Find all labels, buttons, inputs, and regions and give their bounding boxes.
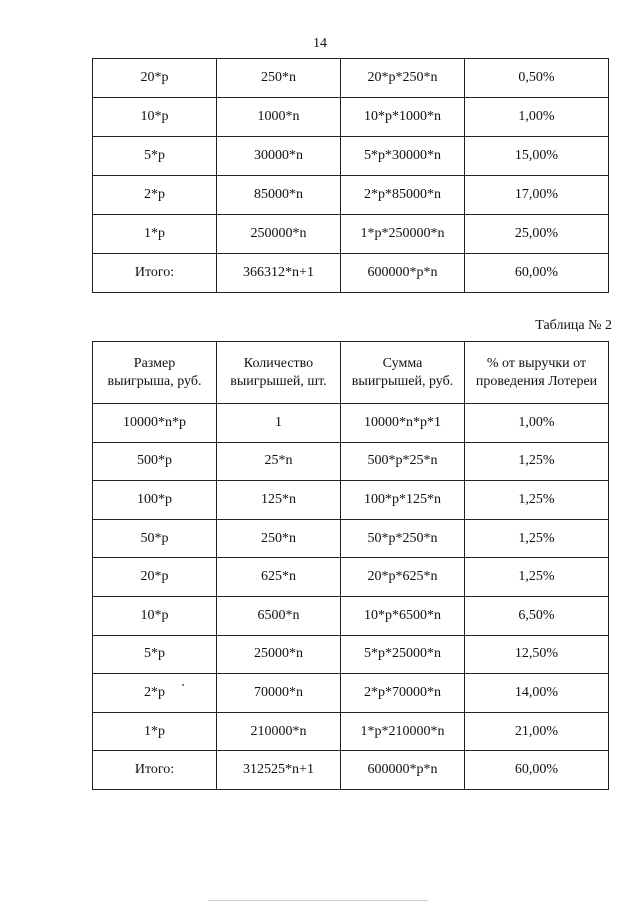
table-cell: Итого: [93, 254, 217, 293]
table-row [93, 176, 609, 215]
scan-speck [182, 684, 184, 686]
table-cell: 250*n [217, 519, 341, 558]
table-cell: 210000*n [217, 712, 341, 751]
table-cell: 50*p*250*n [341, 519, 465, 558]
table-cell: 366312*n+1 [217, 254, 341, 293]
table-cell: 60,00% [465, 751, 609, 790]
table-row [93, 558, 609, 597]
table-caption: Таблица № 2 [535, 318, 612, 333]
table-cell: 625*n [217, 558, 341, 597]
header-cell-prize-sum [341, 342, 465, 404]
table-cell: 1,25% [465, 481, 609, 520]
table-row [93, 404, 609, 443]
table-row [93, 751, 609, 790]
table-cell: 1,00% [465, 404, 609, 443]
table-cell: 2*p [93, 176, 217, 215]
table-cell: 2*p*85000*n [341, 176, 465, 215]
table-cell: 250*n [217, 59, 341, 98]
table-cell: 17,00% [465, 176, 609, 215]
table-cell: 6500*n [217, 596, 341, 635]
prize-table-continued-body [93, 59, 609, 293]
header-line: Сумма [382, 355, 423, 371]
table-cell: 60,00% [465, 254, 609, 293]
table-cell: 500*p*25*n [341, 442, 465, 481]
table-row [93, 674, 609, 713]
table-cell: 25,00% [465, 215, 609, 254]
table-cell: 1,25% [465, 519, 609, 558]
header-line: выигрыша, руб. [107, 373, 202, 389]
table-row [93, 98, 609, 137]
header-line: Количество [243, 355, 314, 371]
header-cell-revenue-percent [465, 342, 609, 404]
table-cell: 600000*p*n [341, 254, 465, 293]
prize-table-continued [92, 58, 609, 293]
table-cell: 600000*p*n [341, 751, 465, 790]
header-cell-prize-count [217, 342, 341, 404]
table-cell: 1,25% [465, 442, 609, 481]
table-cell: 21,00% [465, 712, 609, 751]
table-cell: 1*p [93, 215, 217, 254]
table-row [93, 59, 609, 98]
table-row [93, 215, 609, 254]
table-cell: 20*p [93, 59, 217, 98]
table-cell: Итого: [93, 751, 217, 790]
table-cell: 30000*n [217, 137, 341, 176]
table-row [93, 596, 609, 635]
header-line: % от выручки от [486, 355, 587, 371]
table-cell: 1*p*210000*n [341, 712, 465, 751]
table-cell: 5*p [93, 635, 217, 674]
table-cell: 10*p [93, 98, 217, 137]
table-cell: 15,00% [465, 137, 609, 176]
table-row [93, 481, 609, 520]
table-cell: 25000*n [217, 635, 341, 674]
table-row [93, 635, 609, 674]
table-cell: 50*p [93, 519, 217, 558]
page-number: 14 [313, 36, 327, 51]
table-cell: 2*p*70000*n [341, 674, 465, 713]
table-row [93, 137, 609, 176]
table-cell: 1,25% [465, 558, 609, 597]
table-cell: 5*p*30000*n [341, 137, 465, 176]
table-cell: 1000*n [217, 98, 341, 137]
table-cell: 10000*n*p [93, 404, 217, 443]
table-cell: 312525*n+1 [217, 751, 341, 790]
table-cell: 85000*n [217, 176, 341, 215]
table-row [93, 254, 609, 293]
header-line: Размер [133, 355, 176, 371]
scan-edge-line [208, 900, 428, 901]
table-cell: 125*n [217, 481, 341, 520]
table-cell: 10000*n*p*1 [341, 404, 465, 443]
table-cell: 20*p*250*n [341, 59, 465, 98]
table-cell: 70000*n [217, 674, 341, 713]
table-cell: 20*p [93, 558, 217, 597]
table-cell: 2*p [93, 674, 217, 713]
header-line: выигрышей, руб. [351, 373, 454, 389]
table-cell: 100*p [93, 481, 217, 520]
table-cell: 5*p*25000*n [341, 635, 465, 674]
table-cell: 25*n [217, 442, 341, 481]
table-cell: 1,00% [465, 98, 609, 137]
header-cell-prize-size [93, 342, 217, 404]
table-cell: 10*p [93, 596, 217, 635]
table-row [93, 519, 609, 558]
table-cell: 1*p*250000*n [341, 215, 465, 254]
header-line: выигрышей, шт. [230, 373, 327, 389]
table-cell: 1*p [93, 712, 217, 751]
table-cell: 100*p*125*n [341, 481, 465, 520]
table-cell: 10*p*6500*n [341, 596, 465, 635]
table-cell: 10*p*1000*n [341, 98, 465, 137]
table-cell: 0,50% [465, 59, 609, 98]
table-cell: 6,50% [465, 596, 609, 635]
header-line: проведения Лотереи [475, 373, 598, 389]
table-cell: 20*p*625*n [341, 558, 465, 597]
table-cell: 250000*n [217, 215, 341, 254]
table-cell: 500*p [93, 442, 217, 481]
table-header-row [93, 342, 609, 404]
prize-table-2 [92, 341, 609, 790]
table-row [93, 712, 609, 751]
table-cell: 5*p [93, 137, 217, 176]
table-row [93, 442, 609, 481]
table-cell: 1 [217, 404, 341, 443]
prize-table-2-body [93, 404, 609, 790]
table-cell: 12,50% [465, 635, 609, 674]
table-cell: 14,00% [465, 674, 609, 713]
